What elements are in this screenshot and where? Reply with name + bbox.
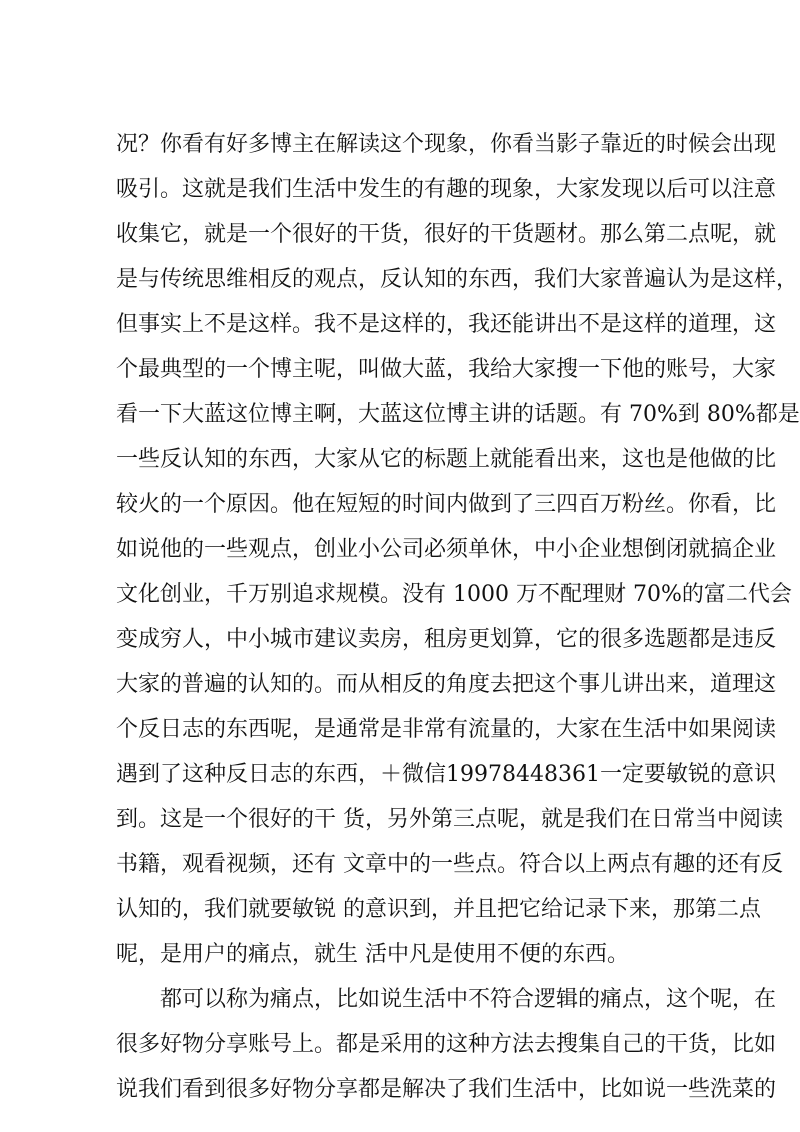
text-line: 收集它，就是一个很好的干货，很好的干货题材。那么第二点呢，就 [116,222,777,247]
text-line: 况？你看有好多博主在解读这个现象，你看当影子靠近的时候会出现 [116,132,777,157]
text-line: 认知的，我们就要敏锐 的意识到，并且把它给记录下来，那第二点 [116,897,761,922]
text-line-indented: 都可以称为痛点，比如说生活中不符合逻辑的痛点，这个呢，在 [160,987,777,1012]
text-line: 变成穷人，中小城市建议卖房，租房更划算，它的很多选题都是违反 [116,627,777,652]
text-line: 个最典型的一个博主呢，叫做大蓝，我给大家搜一下他的账号，大家 [116,357,777,382]
text-line: 呢，是用户的痛点，就生 活中凡是使用不便的东西。 [116,942,629,967]
text-line: 很多好物分享账号上。都是采用的这种方法去搜集自己的干货，比如 [116,1032,777,1057]
text-line: 如说他的一些观点，创业小公司必须单休，中小企业想倒闭就搞企业 [116,537,777,562]
text-line: 大家的普遍的认知的。而从相反的角度去把这个事儿讲出来，道理这 [116,672,777,697]
text-line: 遇到了这种反日志的东西，＋微信19978448361一定要敏锐的意识 [116,762,776,787]
text-line: 吸引。这就是我们生活中发生的有趣的现象，大家发现以后可以注意 [116,177,777,202]
text-line: 书籍，观看视频，还有 文章中的一些点。符合以上两点有趣的还有反 [116,852,783,877]
text-line: 一些反认知的东西，大家从它的标题上就能看出来，这也是他做的比 [116,447,777,472]
text-line: 是与传统思维相反的观点，反认知的东西，我们大家普遍认为是这样， [116,267,799,292]
text-line: 较火的一个原因。他在短短的时间内做到了三四百万粉丝。你看，比 [116,492,777,517]
text-line: 说我们看到很多好物分享都是解决了我们生活中，比如说一些洗菜的 [116,1077,777,1102]
text-line: 看一下大蓝这位博主啊，大蓝这位博主讲的话题。有 70%到 80%都是 [116,402,800,427]
text-line: 但事实上不是这样。我不是这样的，我还能讲出不是这样的道理，这 [116,312,777,337]
body-text [116,122,800,1112]
text-line: 文化创业，千万别追求规模。没有 1000 万不配理财 70%的富二代会 [116,582,792,607]
text-line: 到。这是一个很好的干 货，另外第三点呢，就是我们在日常当中阅读 [116,807,783,832]
text-line: 个反日志的东西呢，是通常是非常有流量的，大家在生活中如果阅读 [116,717,777,742]
